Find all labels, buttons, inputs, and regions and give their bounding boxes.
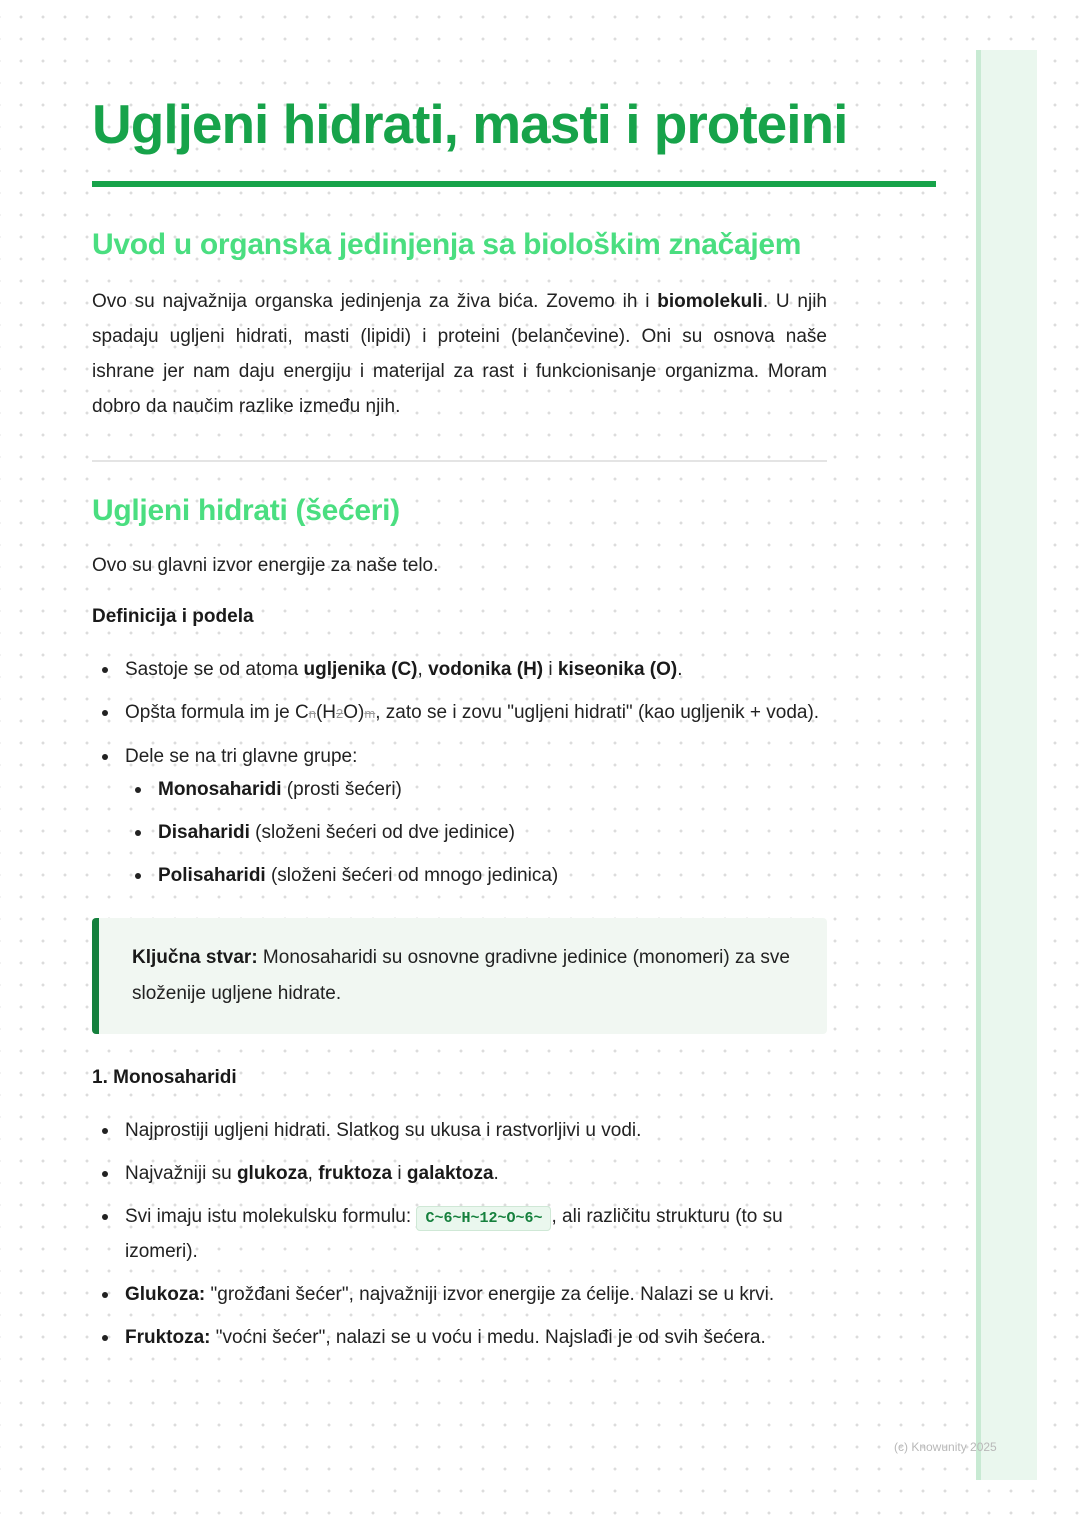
text: Opšta formula im je C (125, 702, 309, 723)
group-name: Polisaharidi (158, 865, 266, 886)
text: Dele se na tri glavne grupe: (125, 746, 358, 767)
group-item (125, 773, 827, 806)
list-item (92, 1278, 827, 1311)
glukoza-label: Glukoza: (125, 1284, 206, 1305)
intro-heading: Uvod u organska jedinjenja sa biološkim značajem (92, 228, 802, 261)
text: . (677, 659, 683, 680)
group-name: Monosaharidi (158, 779, 282, 800)
group-desc: (složeni šećeri od dve jedinice) (249, 822, 515, 843)
text: Najprostiji ugljeni hidrati. Slatkog su ukusa i rastvorljivi u vodi. (125, 1120, 642, 1141)
fruktoza-term: fruktoza (318, 1163, 393, 1184)
list-item (92, 740, 827, 892)
title-underline (92, 181, 936, 187)
list-item (92, 1114, 827, 1147)
intro-paragraph (92, 284, 827, 424)
molecular-formula: C~6~H~12~O~6~ (416, 1206, 551, 1231)
text: Najvažniji su (125, 1163, 237, 1184)
text: , (417, 659, 429, 680)
fruktoza-label: Fruktoza: (125, 1327, 211, 1348)
section-divider (92, 460, 827, 462)
text: Sastoje se od atoma (125, 659, 304, 680)
carbs-intro: Ovo su glavni izvor energije za naše telo. (92, 555, 439, 576)
formula-subscript-n: n (308, 706, 316, 721)
group-item (125, 859, 827, 892)
list-item (92, 696, 827, 730)
text: (H (315, 702, 337, 723)
text: Svi imaju istu molekulsku formulu: (125, 1206, 417, 1227)
key-point-callout (92, 918, 827, 1034)
group-desc: (složeni šećeri od mnogo jedinica) (265, 865, 559, 886)
biomolekuli-term: biomolekuli (657, 291, 763, 312)
intro-text-2: . U njih spadaju ugljeni hidrati, masti (lipidi) i proteini (belančevine). Oni su osnova naše ishrane jer nam daju energiju i materijal za rast i funkcionisanje organizma. Moram dobro da naučim razlike između njih. (92, 291, 827, 417)
text: , zato se i zovu "ugljeni hidrati" (kao ugljenik + voda). (375, 702, 820, 723)
definition-heading: Definicija i podela (92, 606, 254, 627)
oxygen-term: kiseonika (O) (557, 659, 678, 680)
text: , (307, 1163, 319, 1184)
text: "voćni šećer", nalazi se u voću i medu. Najslađi je od svih šećera. (210, 1327, 766, 1348)
glukoza-term: glukoza (236, 1163, 308, 1184)
text: "grožđani šećer", najvažniji izvor energije za ćelije. Nalazi se u krvi. (205, 1284, 775, 1305)
callout-label: Ključna stvar: (132, 947, 258, 968)
text: i (543, 659, 558, 680)
monosaharidi-heading: 1. Monosaharidi (92, 1067, 237, 1088)
formula-subscript-m: m (364, 706, 376, 721)
list-item (92, 1200, 827, 1268)
list-item (92, 1157, 827, 1190)
hydrogen-term: vodonika (H) (428, 659, 544, 680)
page-title: Ugljeni hidrati, masti i proteini (92, 93, 848, 155)
formula-subscript-2: 2 (336, 706, 344, 721)
callout-text: Monosaharidi su osnovne gradivne jedinice (monomeri) za sve složenije ugljene hidrate. (132, 947, 790, 1004)
list-item (92, 1321, 827, 1354)
text: . (493, 1163, 499, 1184)
group-item (125, 816, 827, 849)
list-item (92, 653, 827, 686)
text: , ali različitu strukturu (to su izomeri). (125, 1206, 783, 1262)
groups-list (125, 773, 827, 892)
watermark: (c) Knowunity 2025 (894, 1440, 997, 1454)
carbon-term: ugljenika (C) (303, 659, 418, 680)
text: i (392, 1163, 407, 1184)
galaktoza-term: galaktoza (406, 1163, 494, 1184)
monosaharidi-list (92, 1114, 827, 1354)
main-content (92, 228, 827, 1354)
carbs-heading: Ugljeni hidrati (šećeri) (92, 494, 400, 527)
text: O) (343, 702, 365, 723)
group-name: Disaharidi (158, 822, 250, 843)
side-strip (976, 50, 1037, 1480)
group-desc: (prosti šećeri) (281, 779, 402, 800)
definition-list (92, 653, 827, 892)
intro-text-1: Ovo su najvažnija organska jedinjenja za živa bića. Zovemo ih i (92, 291, 658, 312)
